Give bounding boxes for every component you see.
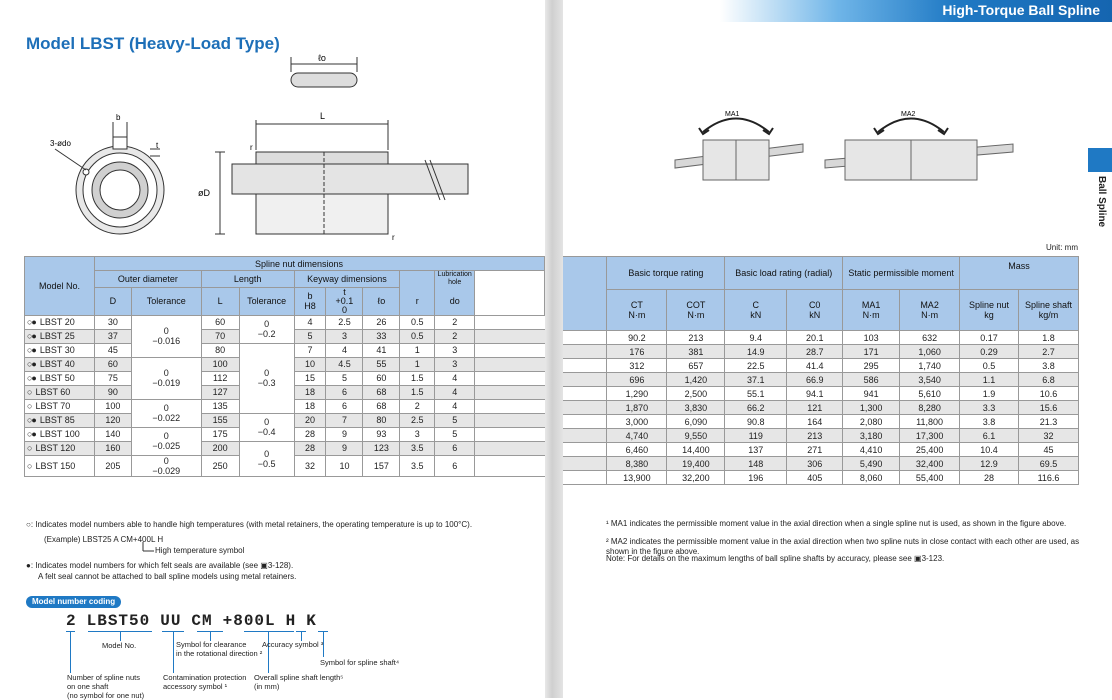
table-row: 1,870 3,830 66.2 121 1,300 8,280 3.3 15.6 (563, 401, 1079, 415)
col-C0: C0 kN (787, 290, 843, 331)
col-t: t +0.1 0 (326, 287, 363, 315)
col-COT: COT N·m (667, 290, 725, 331)
model-cell: ○● LBST 30 (25, 343, 95, 357)
r-label-1: r (250, 143, 253, 152)
col-moment: Static permissible moment (843, 257, 960, 290)
table-row: ○● LBST 100 140 0 −0.025 175 28 9 93 3 5 (25, 427, 545, 441)
table-row: 6,460 14,400 137 271 4,410 25,400 10.4 45 (563, 443, 1079, 457)
model-cell: ○● LBST 100 (25, 427, 95, 441)
code-part-model: LBST50 (86, 612, 151, 630)
col-torque: Basic torque rating (607, 257, 725, 290)
model-code (66, 612, 327, 630)
coding-accuracy: Accuracy symbol ³ (262, 640, 324, 649)
page-gutter (545, 0, 563, 698)
table-row: 1,290 2,500 55.1 94.1 941 5,610 1.9 10.6 (563, 387, 1079, 401)
table-row: ○● LBST 85 120 155 0 −0.4 20 7 80 2.5 5 (25, 413, 545, 427)
code-part-clearance: CM (191, 612, 213, 630)
model-cell: ○● LBST 85 (25, 413, 95, 427)
phiD-label: øD (198, 188, 210, 198)
table-row: 312 657 22.5 41.4 295 1,740 0.5 3.8 (563, 359, 1079, 373)
col-D: D (94, 287, 131, 315)
note-metal-retainers: A felt seal cannot be attached to ball spline models using metal retainers. (38, 572, 297, 581)
note-felt-seal: ●: Indicates model numbers for which felt seals are available (see ▣3-128). (26, 561, 294, 570)
col-tol-L: Tolerance (239, 287, 294, 315)
model-cell: ○● LBST 50 (25, 371, 95, 385)
col-load: Basic load rating (radial) (725, 257, 843, 290)
table-row: ○ LBST 150 205 0 −0.029 250 32 10 157 3.5 6 (25, 455, 545, 476)
code-leader-1 (70, 631, 71, 673)
tol-D-cell: 0 −0.025 (131, 427, 201, 455)
ma2-label: MA2 (901, 111, 916, 118)
coding-nuts: Number of spline nuts on one shaft (no symbol for one nut) (67, 673, 145, 700)
page-title: Model LBST (Heavy-Load Type) (26, 34, 280, 53)
col-group: Spline nut dimensions (94, 257, 544, 271)
coding-clearance: Symbol for clearance in the rotational direction ² (176, 640, 263, 658)
table-row: 8,380 19,400 148 306 5,490 32,400 12.9 69.5 (563, 457, 1079, 471)
col-nut: Spline nut kg (960, 290, 1019, 331)
coding-spline-shaft: Symbol for spline shaft⁴ (320, 658, 400, 667)
table-row: ○ LBST 70 100 0 −0.022 135 18 6 68 2 4 (25, 399, 545, 413)
col-tol-D: Tolerance (131, 287, 201, 315)
tol-D-cell: 0 −0.016 (131, 315, 201, 357)
table-row: ○ LBST 60 90 127 18 6 68 1.5 4 (25, 385, 545, 399)
code-part-length: +800L (222, 612, 276, 630)
col-r: r (400, 287, 435, 315)
col-L: L (201, 287, 239, 315)
col-b: b H8 (294, 287, 326, 315)
t-label: t (156, 141, 159, 150)
r-label-2: r (392, 233, 395, 242)
tol-D-cell: 0 −0.019 (131, 357, 201, 399)
b-label: b (116, 113, 121, 122)
L-label: L (320, 111, 326, 121)
col-MA2: MA2 N·m (900, 290, 960, 331)
col-C: C kN (725, 290, 787, 331)
table-row: 90.2 213 9.4 20.1 103 632 0.17 1.8 (563, 331, 1079, 345)
ma1-label: MA1 (725, 111, 740, 118)
tol-D-cell: 0 −0.029 (131, 455, 201, 476)
tol-L-cell: 0 −0.5 (239, 441, 294, 476)
table-row: 13,900 32,200 196 405 8,060 55,400 28 116.6 (563, 471, 1079, 485)
footnote-2: ² MA2 indicates the permissible moment value in the axial direction when two spline nuts in close contact with each other are used, as shown in the figure above. (606, 537, 1080, 556)
coding-contamination: Contamination protection accessory symbol ¹ (163, 673, 247, 691)
col-keyway: Keyway dimensions (294, 271, 400, 288)
table-row: 3,000 6,090 90.8 164 2,080 11,800 3.8 21.3 (563, 415, 1079, 429)
footnote-3: Note: For details on the maximum lengths of ball spline shafts by accuracy, please see ▣3-123. (606, 554, 945, 563)
dimensions-table (24, 256, 545, 477)
code-part-accuracy: H (285, 612, 297, 630)
code-underline-5 (244, 631, 294, 632)
col-outer-diameter: Outer diameter (94, 271, 201, 288)
code-part-nuts: 2 (66, 612, 77, 630)
col-do: do (435, 287, 475, 315)
col-model-no: Model No. (25, 257, 95, 316)
left-page (0, 0, 545, 698)
table-row: ○● LBST 20 30 0 −0.016 60 0 −0.2 4 2.5 26 0.5 2 (25, 315, 545, 329)
note-high-temp: ○: Indicates model numbers able to handle high temperatures (with metal retainers, the operating temperature is up to 100°C). (26, 520, 473, 529)
table-row: ○● LBST 25 37 70 5 3 33 0.5 2 (25, 329, 545, 343)
table-row: ○● LBST 50 75 112 15 5 60 1.5 4 (25, 371, 545, 385)
holes-label: 3-ødo (50, 139, 71, 148)
nut-drawing (0, 0, 545, 250)
table-row: ○ LBST 120 160 200 0 −0.5 28 9 123 3.5 6 (25, 441, 545, 455)
model-cell: ○ LBST 70 (25, 399, 95, 413)
tol-L-cell: 0 −0.4 (239, 413, 294, 441)
col-mass: Mass (960, 257, 1079, 290)
code-leader-3 (173, 631, 174, 673)
tol-D-cell: 0 −0.022 (131, 399, 201, 427)
model-cell: ○ LBST 60 (25, 385, 95, 399)
side-tab-label: Ball Spline (1096, 176, 1107, 228)
col-CT: CT N·m (607, 290, 667, 331)
tol-L-cell: 0 −0.3 (239, 343, 294, 413)
table-row: ○● LBST 40 60 0 −0.019 100 10 4.5 55 1 3 (25, 357, 545, 371)
model-cell: ○● LBST 20 (25, 315, 95, 329)
table-row: 4,740 9,550 119 213 3,180 17,300 6.1 32 (563, 429, 1079, 443)
table-row: ○● LBST 30 45 80 0 −0.3 7 4 41 1 3 (25, 343, 545, 357)
coding-overall: Overall spline shaft length⁵ (in mm) (254, 673, 344, 691)
code-leader-2 (120, 631, 121, 641)
model-cell: ○● LBST 40 (25, 357, 95, 371)
col-MA1: MA1 N·m (843, 290, 900, 331)
coding-model-no: Model No. (102, 641, 137, 650)
example-code: (Example) LBST25 A CM+400L H (44, 535, 164, 544)
code-leader-5 (268, 631, 269, 673)
table-row: 176 381 14.9 28.7 171 1,060 0.29 2.7 (563, 345, 1079, 359)
code-part-shaft: K (306, 612, 317, 630)
tol-L-cell: 0 −0.2 (239, 315, 294, 343)
col-shaft: Spline shaft kg/m (1018, 290, 1078, 331)
unit-label: Unit: mm (1046, 243, 1078, 252)
lo-label: ℓo (318, 53, 326, 63)
model-coding-pill: Model number coding (26, 596, 121, 608)
header-title: High-Torque Ball Spline (942, 2, 1100, 18)
model-cell: ○● LBST 25 (25, 329, 95, 343)
moment-diagrams (563, 0, 1112, 200)
ratings-table (563, 256, 1079, 485)
model-cell: ○ LBST 150 (25, 455, 95, 476)
table-row: 696 1,420 37.1 66.9 586 3,540 1.1 6.8 (563, 373, 1079, 387)
right-page (563, 0, 1112, 698)
example-label: High temperature symbol (155, 546, 245, 555)
code-part-contamination: UU (160, 612, 182, 630)
col-lo: ℓo (363, 287, 400, 315)
model-cell: ○ LBST 120 (25, 441, 95, 455)
footnote-1: ¹ MA1 indicates the permissible moment value in the axial direction when a single spline nut is used, as shown in the figure above. (606, 519, 1067, 528)
col-lub: Lubrication hole (435, 271, 475, 288)
col-length: Length (201, 271, 294, 288)
